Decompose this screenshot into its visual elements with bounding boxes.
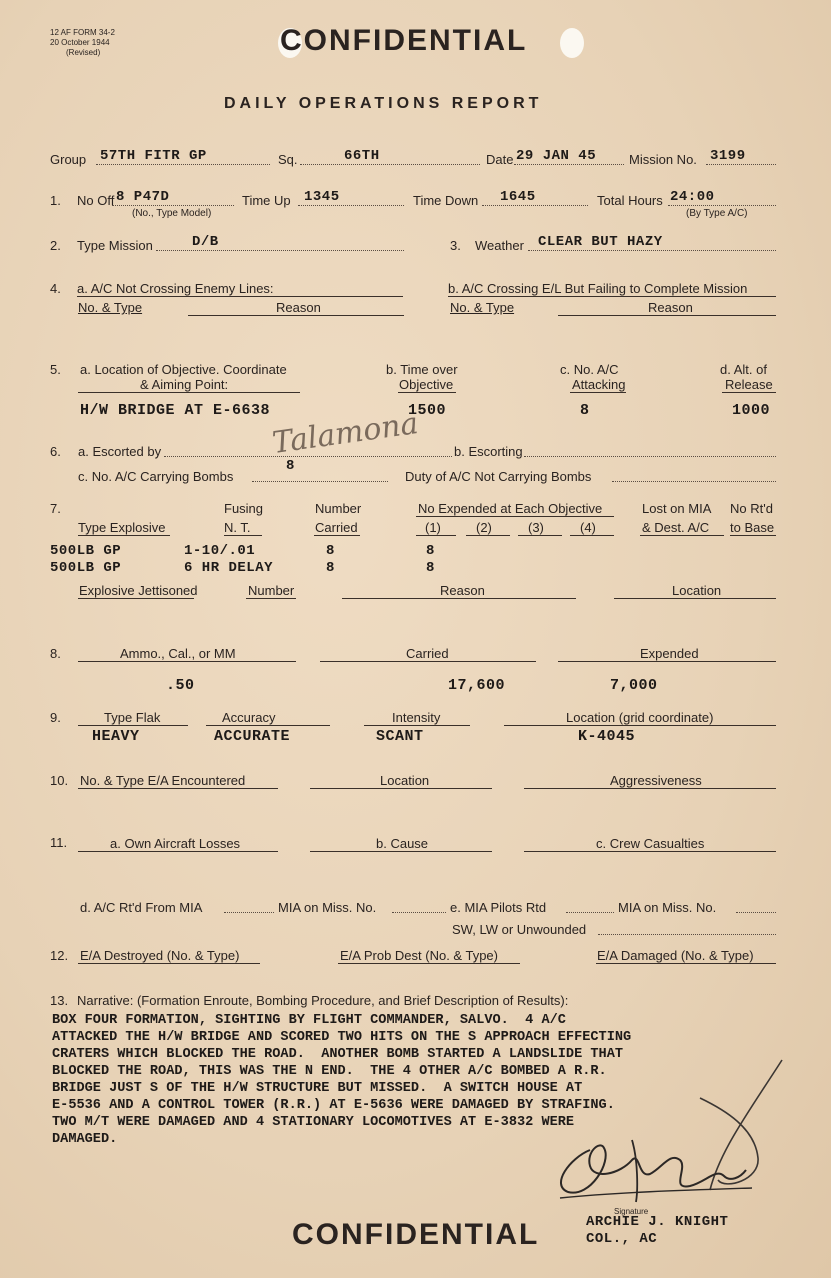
flak-location-value: K-4045 [578,728,636,745]
type-mission-label: Type Mission [77,238,153,253]
s4b-col-no: No. & Type [450,300,515,315]
ammo-col-line [78,661,296,662]
flak-type-value: HEAVY [92,728,140,745]
flak-type-label: Type Flak [104,710,161,725]
mia-pilots-label: e. MIA Pilots Rtd [450,900,547,915]
date-value: 29 JAN 45 [516,148,597,164]
ea-prob-label: E/A Prob Dest (No. & Type) [340,948,498,963]
col-norecd-line [730,535,776,536]
bombs-value: 8 [286,458,295,474]
ammo-value: .50 [166,677,195,694]
s4b-line [448,296,776,297]
bomb-row-2-exp1: 8 [426,560,435,576]
s5a-line [78,392,300,393]
jettisoned-line [78,598,194,599]
escorted-handwritten: Talamona [270,405,421,462]
col-number-line [314,535,360,536]
escorted-label: a. Escorted by [78,444,162,459]
ea-encountered-label: No. & Type E/A Encountered [80,773,246,788]
flak-accuracy-line [206,725,330,726]
col-norecd1: No Rt'd [730,501,773,516]
obj-1: (1) [425,520,441,535]
narrative-label: Narrative: (Formation Enroute, Bombing Procedure, and Brief Description of Results): [77,993,569,1008]
s4a-label: a. A/C Not Crossing Enemy Lines: [77,281,274,296]
bomb-row-2-fusing: 6 HR DELAY [184,560,274,576]
signature-rank: COL., AC [586,1231,658,1247]
col-expended: No Expended at Each Objective [418,501,603,516]
s5b-line [398,392,456,393]
flak-type-line [78,725,188,726]
col-number2: Carried [315,520,358,535]
col-lost1: Lost on MIA [642,501,712,516]
weather-value: CLEAR BUT HAZY [538,234,663,250]
s5c-line [570,392,626,393]
bombs-label: c. No. A/C Carrying Bombs [78,469,234,484]
mission-label: Mission No. [629,152,697,167]
ammo-carried-value: 17,600 [448,677,506,694]
nooff-label: No Off [77,193,115,208]
ea-damaged-label: E/A Damaged (No. & Type) [597,948,754,963]
type-mission-line [156,250,404,251]
ammo-col-label: Ammo., Cal., or MM [120,646,236,661]
ea-location-label: Location [380,773,430,788]
col-fusing2: N. T. [224,520,251,535]
date-label: Date [486,152,514,167]
group-label: Group [50,152,87,167]
s4a-col-reason: Reason [276,300,321,315]
flak-accuracy-label: Accuracy [222,710,276,725]
col-type-line [78,535,170,536]
bomb-row-2-type: 500LB GP [50,560,122,576]
no-ac-attacking-value: 8 [580,402,590,419]
timedown-value: 1645 [500,189,536,205]
group-value: 57TH FITR GP [100,148,207,164]
sw-lw-label: SW, LW or Unwounded [452,922,587,937]
escorting-label: b. Escorting [454,444,523,459]
duty-label: Duty of A/C Not Carrying Bombs [405,469,592,484]
mia-miss-2-label: MIA on Miss. No. [618,900,717,915]
ea-encountered-line [78,788,278,789]
bomb-row-1-fusing: 1-10/.01 [184,543,256,559]
objective-location-value: H/W BRIDGE AT E-6638 [80,402,271,419]
flak-intensity-line [364,725,470,726]
s8-num: 8. [50,646,61,661]
s5d-line [722,392,776,393]
escorting-line [524,456,776,457]
jettisoned-location: Location [672,583,722,598]
carried-col-label: Carried [406,646,449,661]
ea-destroyed-label: E/A Destroyed (No. & Type) [80,948,240,963]
flak-intensity-value: SCANT [376,728,424,745]
timeup-label: Time Up [242,193,291,208]
totalhours-sub: (By Type A/C) [686,208,748,219]
bomb-row-1-type: 500LB GP [50,543,122,559]
ea-aggressiveness-line [524,788,776,789]
mia-miss-1-line [392,912,446,913]
expended-col-line [558,661,776,662]
s4a-reason-line [188,315,404,316]
col-number1: Number [315,501,362,516]
s4b-label: b. A/C Crossing E/L But Failing to Complete Mission [448,281,748,296]
s5d-label2: Release [725,377,773,392]
s5c-label1: c. No. A/C [560,362,619,377]
type-mission-value: D/B [192,234,219,250]
s4-num: 4. [50,281,61,296]
s11-num: 11. [50,835,68,850]
classification-top: CONFIDENTIAL [280,24,528,57]
jettisoned-location-line [614,598,776,599]
obj-3-line [518,535,562,536]
sw-lw-line [598,934,776,935]
s6-num: 6. [50,444,61,459]
s4a-col-no: No. & Type [78,300,143,315]
s7-num: 7. [50,501,61,516]
time-over-value: 1500 [408,402,447,419]
bomb-row-1-carried: 8 [326,543,335,559]
ammo-expended-value: 7,000 [610,677,658,694]
mission-line [706,164,776,165]
flak-location-label: Location (grid coordinate) [566,710,714,725]
s5a-label1: a. Location of Objective. Coordinate [80,362,287,377]
s9-num: 9. [50,710,61,725]
obj-4-line [570,535,614,536]
form-number: 12 AF FORM 34-2 [50,28,115,37]
s5d-label1: d. Alt. of [720,362,767,377]
nooff-sub: (No., Type Model) [132,208,212,219]
jettisoned-reason: Reason [440,583,485,598]
s5-num: 5. [50,362,61,377]
own-losses-line [78,851,278,852]
cause-label: b. Cause [376,836,429,851]
timeup-line [298,205,404,206]
weather-line [528,250,776,251]
sq-label: Sq. [278,152,298,167]
obj-4: (4) [580,520,596,535]
sq-value: 66TH [344,148,380,164]
ea-prob-line [338,963,520,964]
s5a-label2: & Aiming Point: [140,377,229,392]
expended-col-label: Expended [640,646,699,661]
obj-2: (2) [476,520,492,535]
s3-num: 3. [450,238,461,253]
mission-value: 3199 [710,148,746,164]
totalhours-line [668,205,776,206]
s5b-label2: Objective [399,377,454,392]
crew-casualties-line [524,851,776,852]
mia-miss-2-line [736,912,776,913]
cause-line [310,851,492,852]
ac-rtd-label: d. A/C Rt'd From MIA [80,900,203,915]
col-fusing-line [224,535,262,536]
mia-pilots-line [566,912,614,913]
ac-rtd-line [224,912,274,913]
s5b-label1: b. Time over [386,362,458,377]
obj-3: (3) [528,520,544,535]
ea-aggressiveness-label: Aggressiveness [610,773,702,788]
signature-name: ARCHIE J. KNIGHT [586,1214,729,1230]
col-expended-line [416,516,614,517]
bomb-row-2-carried: 8 [326,560,335,576]
form-revised: (Revised) [66,48,101,57]
ea-damaged-line [596,963,776,964]
timedown-line [482,205,588,206]
obj-2-line [466,535,510,536]
col-norecd2: to Base [730,520,775,535]
date-line [514,164,624,165]
s5c-label2: Attacking [572,377,626,392]
classification-bottom: CONFIDENTIAL [292,1218,540,1251]
ea-destroyed-line [78,963,260,964]
ea-location-line [310,788,492,789]
group-line [96,164,270,165]
nooff-line [112,205,234,206]
alt-release-value: 1000 [732,402,771,419]
s4a-line [77,296,403,297]
jettisoned-label: Explosive Jettisoned [79,583,198,598]
narrative-text: BOX FOUR FORMATION, SIGHTING BY FLIGHT COMMANDER, SALVO. 4 A/C ATTACKED THE H/W BRIDGE AND SCORED TWO HITS ON THE S APPROACH EFFECTING CRATERS WHICH BLOCKED THE ROAD. ANOTHER BOMB STARTED A LANDSLIDE THAT BLOCKED THE ROAD, THIS WAS THE N END. THE 4 OTHER A/C BOMBED A R.R. BRIDGE JUST S OF THE H/W STRUCTURE BUT MISSED. A SWITCH HOUSE AT E-5536 AND A CONTROL TOWER (R.R.) AT E-5636 WERE DAMAGED BY STRAFING. TWO M/T WERE DAMAGED AND 4 STATIONARY LOCOMOTIVES AT E-3832 WERE DAMAGED. [52,1013,632,1147]
report-title: DAILY OPERATIONS REPORT [224,95,543,112]
flak-location-line [504,725,776,726]
s1-num: 1. [50,193,61,208]
col-lost2: & Dest. A/C [642,520,710,535]
s10-num: 10. [50,773,69,788]
col-type-explosive: Type Explosive [78,520,166,535]
totalhours-label: Total Hours [597,193,663,208]
carried-col-line [320,661,536,662]
s4b-col-reason: Reason [648,300,693,315]
weather-label: Weather [475,238,524,253]
sq-line [300,164,480,165]
jettisoned-number: Number [248,583,295,598]
s2-num: 2. [50,238,61,253]
form-date: 20 October 1944 [50,38,110,47]
col-lost-line [640,535,724,536]
totalhours-value: 24:00 [670,189,715,205]
crew-casualties-label: c. Crew Casualties [596,836,705,851]
flak-intensity-label: Intensity [392,710,441,725]
signature-label: Signature [614,1207,649,1216]
obj-1-line [416,535,456,536]
duty-line [612,481,776,482]
jettisoned-number-line [246,598,296,599]
nooff-value: 8 P47D [116,189,170,205]
bomb-row-1-exp1: 8 [426,543,435,559]
bombs-line [252,481,388,482]
jettisoned-reason-line [342,598,576,599]
s12-num: 12. [50,948,69,963]
punch-hole-right [560,28,584,58]
s4b-reason-line [558,315,776,316]
mia-miss-1-label: MIA on Miss. No. [278,900,377,915]
timedown-label: Time Down [413,193,479,208]
col-fusing1: Fusing [224,501,264,516]
s13-num: 13. [50,993,69,1008]
timeup-value: 1345 [304,189,340,205]
flak-accuracy-value: ACCURATE [214,728,291,745]
handwritten-signature [520,1040,820,1210]
own-losses-label: a. Own Aircraft Losses [110,836,241,851]
